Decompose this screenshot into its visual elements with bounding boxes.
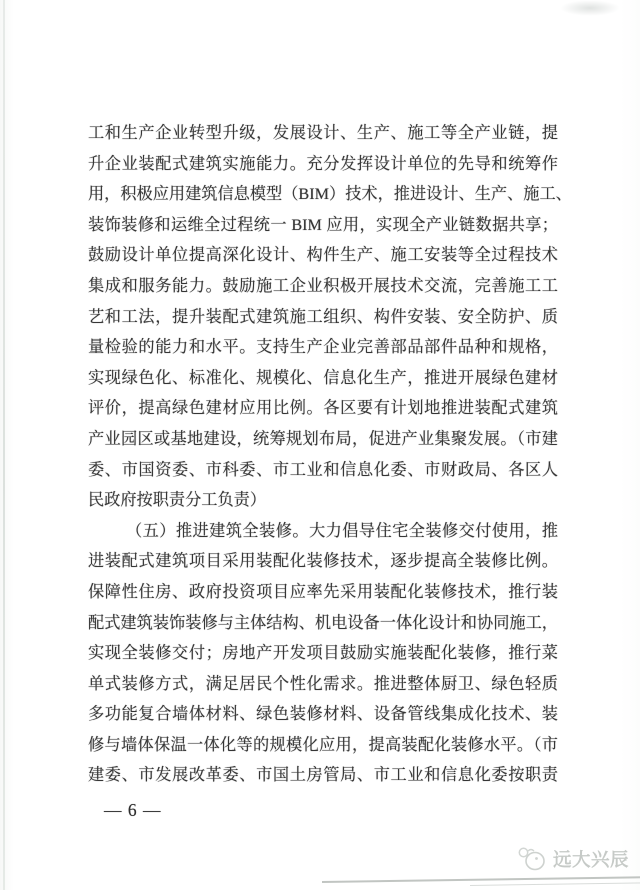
text-line: 用，积极应用建筑信息模型（BIM）技术，推进设计、生产、施工、	[88, 185, 572, 204]
text-line-paragraph-start: （五）推进建筑全装修。大力倡导住宅全装修交付使用，推	[126, 521, 558, 540]
watermark	[516, 845, 629, 873]
text-line: 产业园区或基地建设，统筹规划布局，促进产业集聚发展。（市建	[88, 429, 558, 448]
text-line: 工和生产企业转型升级，发展设计、生产、施工等全产业链，提	[88, 124, 558, 142]
text-line: 鼓励设计单位提高深化设计、构件生产、施工安装等全过程技术	[88, 246, 558, 265]
watermark-brand-text: 远大兴辰	[553, 851, 630, 871]
text-line: 艺和工法，提升装配式建筑施工组织、构件安装、安全防护、质	[88, 307, 558, 326]
text-line: 实现全装修交付；房地产开发项目鼓励实施装配化装修，推行菜	[88, 644, 558, 663]
document-body	[88, 118, 572, 791]
text-line: 建委、市发展改革委、市国土房管局、市工业和信息化委按职责	[88, 766, 558, 785]
bird-logo-icon	[516, 845, 548, 873]
text-line: 配式建筑装饰装修与主体结构、机电设备一体化设计和协同施工，	[88, 613, 558, 632]
text-line: 民政府按职责分工负责）	[88, 491, 267, 510]
text-line: 多功能复合墙体材料、绿色装修材料、设备管线集成化技术、装	[88, 705, 558, 724]
text-line: 装饰装修和运维全过程统一 BIM 应用，实现全产业链数据共享；	[88, 215, 558, 234]
text-line: 保障性住房、政府投资项目应率先采用装配化装修技术，推行装	[88, 582, 558, 601]
scan-bottom-line	[322, 876, 640, 883]
text-line: 集成和服务能力。鼓励施工企业积极开展技术交流，完善施工工	[88, 276, 558, 295]
text-line: 实现绿色化、标准化、规模化、信息化生产，推进开展绿色建材	[88, 368, 558, 387]
text-line: 委、市国资委、市科委、市工业和信息化委、市财政局、各区人	[88, 460, 558, 479]
text-line: 进装配式建筑项目采用装配化装修技术，逐步提高全装修比例。	[88, 552, 558, 571]
text-line: 升企业装配式建筑实施能力。充分发挥设计单位的先导和统筹作	[88, 154, 558, 173]
text-line: 修与墙体保温一体化等的规模化应用，提高装配化装修水平。（市	[88, 735, 558, 754]
scan-edge-line	[3, 0, 5, 890]
text-line: 评价，提高绿色建材应用比例。各区要有计划地推进装配式建筑	[88, 399, 558, 418]
scan-bottom-line-shadow	[470, 882, 640, 886]
text-line: 量检验的能力和水平。支持生产企业完善部品部件品种和规格，	[88, 338, 558, 357]
text-line: 单式装修方式，满足居民个性化需求。推进整体厨卫、绿色轻质	[88, 674, 558, 693]
page-number: — 6 —	[104, 800, 162, 820]
scan-smudge	[560, 0, 620, 16]
